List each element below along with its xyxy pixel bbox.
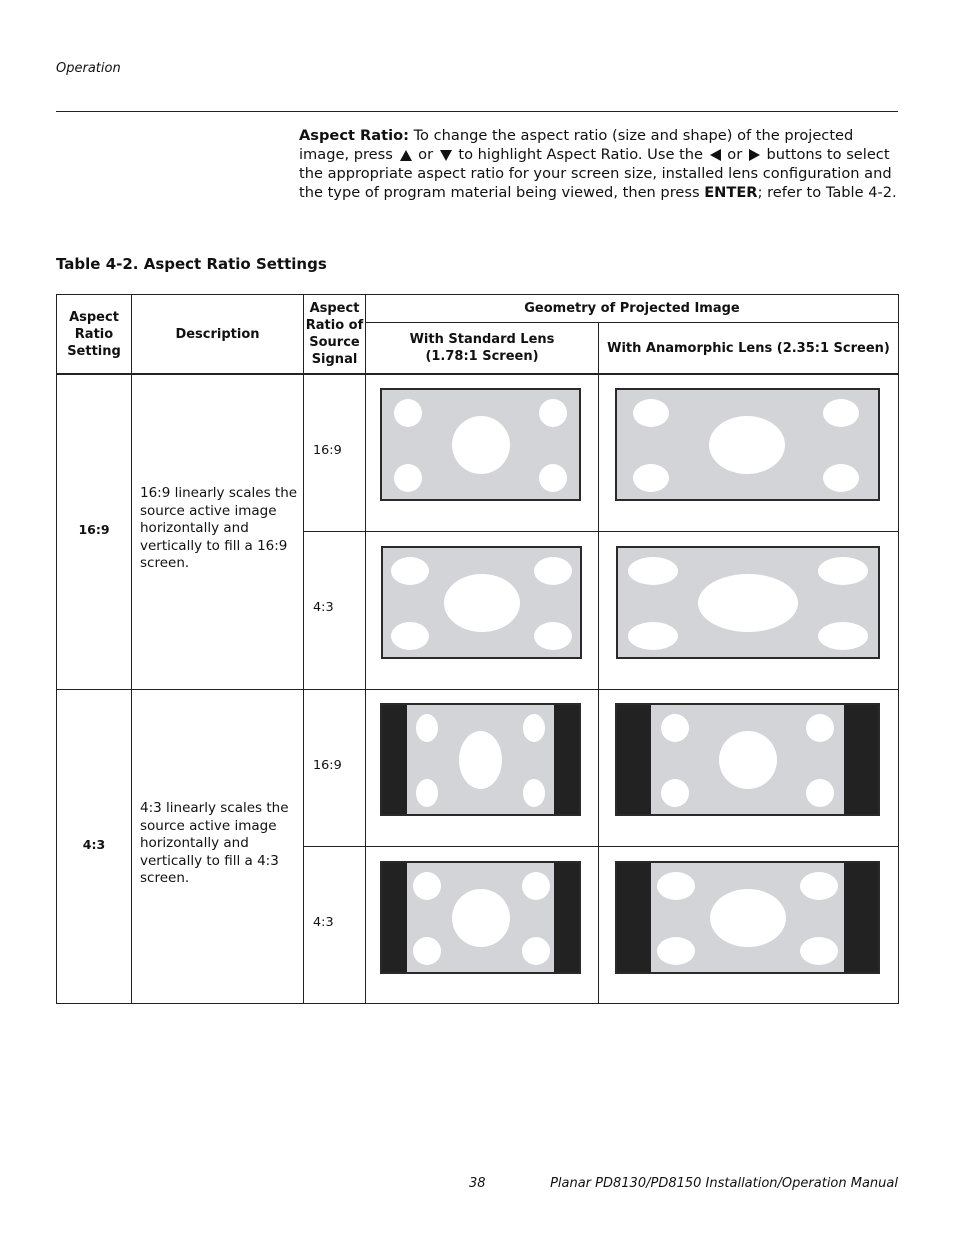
projected-image-diagram <box>615 861 880 974</box>
header-description: Description <box>175 326 260 342</box>
header-anamorphic-lens: With Anamorphic Lens (2.35:1 Screen) <box>607 340 890 356</box>
test-circle <box>633 464 669 492</box>
projected-image-diagram <box>380 861 581 974</box>
test-circle <box>391 557 429 585</box>
test-circle <box>661 779 689 807</box>
table-border <box>56 1003 899 1004</box>
letterbox-bar <box>382 705 407 814</box>
table-border <box>303 846 899 847</box>
test-circle <box>413 872 441 900</box>
table-border <box>56 689 899 690</box>
intro-label: Aspect Ratio: <box>299 127 409 144</box>
test-circle <box>719 731 777 789</box>
running-header: Operation <box>56 61 121 76</box>
letterbox-bar <box>382 863 407 972</box>
test-circle <box>539 399 567 427</box>
source-ratio: 4:3 <box>313 915 334 930</box>
test-circle <box>416 779 438 807</box>
table-border <box>56 373 899 375</box>
test-circle <box>523 779 545 807</box>
test-circle <box>657 937 695 965</box>
letterbox-bar <box>844 705 878 814</box>
intro-text: to highlight Aspect Ratio. Use the <box>453 146 708 163</box>
table-border <box>365 294 366 1004</box>
test-circle <box>823 399 859 427</box>
test-circle <box>452 416 510 474</box>
test-circle <box>391 622 429 650</box>
intro-text: To change the aspect ratio (size and shape) of the projected image, press <box>299 127 854 163</box>
projected-image-diagram <box>380 388 581 501</box>
row-description: 16:9 linearly scales the source active image horizontally and vertically to fill a 16:9 screen. <box>140 485 298 571</box>
test-circle <box>539 464 567 492</box>
test-circle <box>459 731 502 789</box>
test-circle <box>661 714 689 742</box>
intro-text: ; refer to Table 4-2. <box>757 184 897 201</box>
right-arrow-icon <box>749 149 760 161</box>
table-border <box>598 322 599 1004</box>
test-circle <box>823 464 859 492</box>
left-arrow-icon <box>710 149 721 161</box>
header-standard-lens: With Standard Lens (1.78:1 Screen) <box>409 332 555 364</box>
projected-image-diagram <box>615 388 880 501</box>
letterbox-bar <box>617 705 651 814</box>
test-circle <box>452 889 510 947</box>
test-circle <box>628 622 678 650</box>
letterbox-bar <box>554 863 579 972</box>
test-circle <box>818 557 868 585</box>
test-circle <box>394 464 422 492</box>
row-description: 4:3 linearly scales the source active image horizontally and vertically to fill a 4:3 screen. <box>140 800 289 886</box>
table-caption: Table 4-2. Aspect Ratio Settings <box>56 255 327 273</box>
letterbox-bar <box>844 863 878 972</box>
test-circle <box>534 557 572 585</box>
projected-image-diagram <box>381 546 582 659</box>
header-rule <box>56 111 898 112</box>
test-circle <box>633 399 669 427</box>
row-setting: 4:3 <box>82 837 106 852</box>
table-border <box>898 294 899 1004</box>
header-source: Aspect Ratio of Source Signal <box>305 301 364 367</box>
test-circle <box>818 622 868 650</box>
test-circle <box>800 937 838 965</box>
table-border <box>131 294 132 1004</box>
test-circle <box>806 714 834 742</box>
intro-text: or <box>413 146 438 163</box>
source-ratio: 16:9 <box>313 758 342 773</box>
projected-image-diagram <box>616 546 880 659</box>
test-circle <box>800 872 838 900</box>
intro-text: or <box>722 146 747 163</box>
test-circle <box>628 557 678 585</box>
source-ratio: 16:9 <box>313 443 342 458</box>
table-border <box>303 531 899 532</box>
projected-image-diagram <box>380 703 581 816</box>
test-circle <box>523 714 545 742</box>
enter-key-label: ENTER <box>704 184 758 201</box>
down-arrow-icon <box>440 150 452 161</box>
row-setting: 16:9 <box>78 522 110 537</box>
header-setting: Aspect Ratio Setting <box>67 309 121 359</box>
source-ratio: 4:3 <box>313 600 334 615</box>
page-number: 38 <box>469 1176 486 1191</box>
test-circle <box>522 872 550 900</box>
header-geometry: Geometry of Projected Image <box>524 301 740 316</box>
test-circle <box>413 937 441 965</box>
manual-title: Planar PD8130/PD8150 Installation/Operation Manual <box>550 1176 898 1191</box>
table-border <box>303 294 304 1004</box>
test-circle <box>806 779 834 807</box>
projected-image-diagram <box>615 703 880 816</box>
test-circle <box>394 399 422 427</box>
test-circle <box>534 622 572 650</box>
up-arrow-icon <box>400 150 412 161</box>
test-circle <box>709 416 785 474</box>
test-circle <box>710 889 786 947</box>
table-border <box>56 294 57 1004</box>
intro-paragraph <box>299 126 899 202</box>
test-circle <box>657 872 695 900</box>
test-circle <box>522 937 550 965</box>
letterbox-bar <box>554 705 579 814</box>
test-circle <box>444 574 520 632</box>
test-circle <box>698 574 798 632</box>
intro-text: buttons to select the appropriate aspect ratio for your screen size, installed lens configuration and the type of program material being viewed, then press <box>299 146 892 201</box>
test-circle <box>416 714 438 742</box>
letterbox-bar <box>617 863 651 972</box>
